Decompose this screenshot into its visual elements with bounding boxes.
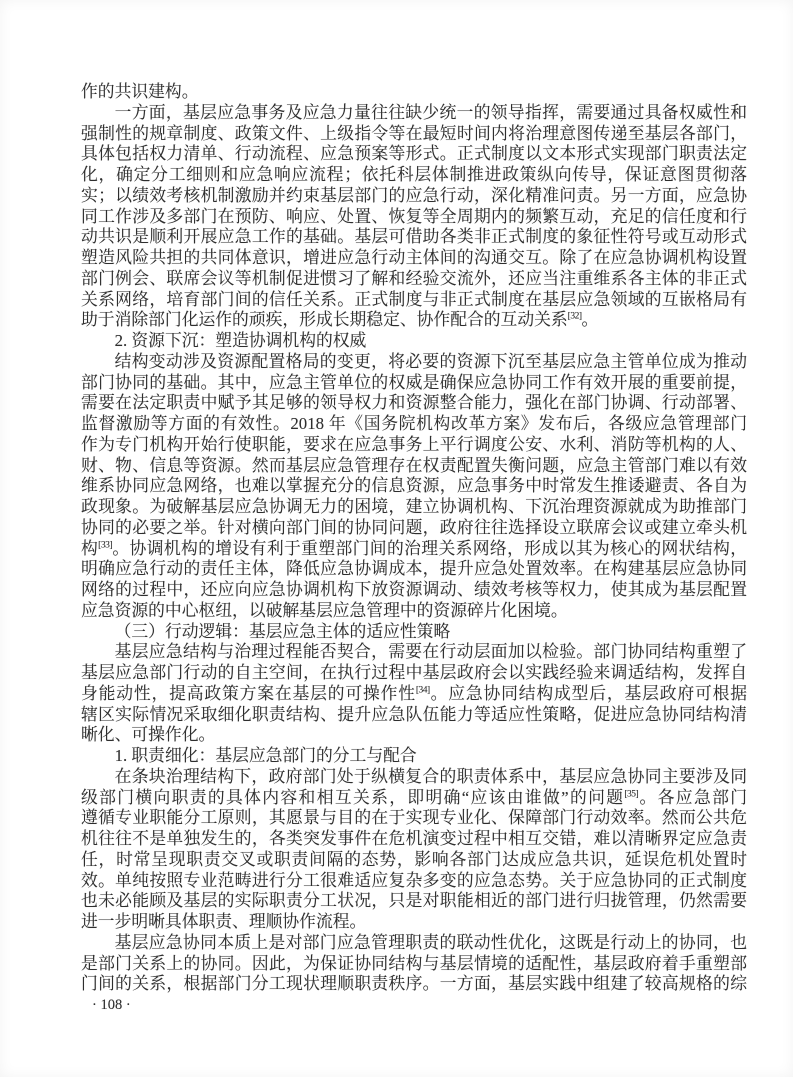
text-line: 政现象。为破解基层应急协调无力的困境，建立协调机构、下沉治理资源就成为助推部门 — [81, 497, 747, 516]
text-line: 门间的关系，根据部门分工现状理顺职责秩序。一方面，基层实践中组建了较高规格的综 — [81, 974, 747, 994]
text-line: 效。单纯按照专业范畴进行分工很难适应复杂多变的应急态势。关于应急协同的正式制度 — [81, 870, 747, 890]
citation-ref: [33] — [98, 539, 112, 550]
text-line: 身能动性，提高政策方案在基层的可操作性[34]。应急协同结构成型后，基层政府可根据 — [81, 683, 747, 703]
citation-ref: [35] — [624, 788, 639, 799]
text-line: 动共识是顺利开展应急工作的基础。基层可借助各类非正式制度的象征性符号或互动形式 — [81, 227, 747, 247]
text-line: 一方面，基层应急事务及应急力量往往缺少统一的领导指挥，需要通过具备权威性和 — [114, 102, 747, 122]
text-line: （三）行动逻辑：基层应急主体的适应性策略 — [114, 621, 451, 641]
citation-ref: [34] — [415, 685, 430, 696]
text-line: 基层应急结构与治理过程能否契合，需要在行动层面加以检验。部门协同结构重塑了 — [114, 642, 747, 662]
body-text — [81, 82, 747, 995]
text-line: 构[33]。协调机构的增设有利于重塑部门间的治理关系网络，形成以其为核心的网状结构， — [81, 538, 747, 558]
text-line: 结构变动涉及资源配置格局的变更，将必要的资源下沉至基层应急主管单位成为推动 — [114, 351, 747, 371]
text-line: 需要在法定职责中赋予其足够的领导权力和资源整合能力，强化在部门协调、行动部署、 — [81, 393, 747, 413]
text-line: 强制性的规章制度、政策文件、上级指令等在最短时间内将治理意图传递至基层各部门， — [81, 123, 747, 143]
page-number: · 108 · — [92, 997, 131, 1013]
text-line: 网络的过程中，还应向应急协调机构下放资源调动、绩效考核等权力，使其成为基层配置 — [81, 580, 747, 599]
text-line: 塑造风险共担的共同体意识，增进应急行动主体间的沟通交互。除了在应急协调机构设置 — [81, 248, 747, 267]
text-line: 监督激励等方面的有效性。2018 年《国务院机构改革方案》发布后，各级应急管理部门 — [81, 414, 747, 433]
text-line: 是部门关系上的协同。因此，为保证协同结构与基层情境的适配性，基层政府着手重塑部 — [81, 953, 747, 973]
text-line: 级部门横向职责的具体内容和相互关系，即明确“应该由谁做”的问题[35]。各应急部门 — [81, 787, 747, 807]
text-line: 实；以绩效考核机制激励并约束基层部门的应急行动，深化精准问责。另一方面，应急协 — [81, 185, 747, 205]
text-line: 2. 资源下沉：塑造协调机构的权威 — [114, 331, 367, 350]
text-line: 部门协同的基础。其中，应急主管单位的权威是确保应急协同工作有效开展的重要前提， — [81, 372, 747, 392]
text-line: 1. 职责细化：基层应急部门的分工与配合 — [114, 746, 417, 765]
text-line: 晰化、可操作化。 — [81, 725, 216, 745]
text-line: 维系协同应急网络，也难以掌握充分的信息资源，应急事务中时常发生推诿避责、各自为 — [81, 476, 747, 496]
text-line: 部门例会、联席会议等机制促进惯习了解和经验交流外，还应当注重维系各主体的非正式 — [81, 268, 747, 288]
text-line: 具体包括权力清单、行动流程、应急预案等形式。正式制度以文本形式实现部门职责法定 — [81, 144, 747, 164]
text-line: 也未必能顾及基层的实际职责分工状况，只是对职能相近的部门进行归拢管理，仍然需要 — [81, 891, 747, 911]
text-line: 化，确定分工细则和应急响应流程；依托科层体制推进政策纵向传导，保证意图贯彻落 — [81, 165, 747, 184]
text-line: 基层应急部门行动的自主空间，在执行过程中基层政府会以实践经验来调适结构，发挥自 — [81, 663, 747, 682]
text-line: 财、物、信息等资源。然而基层应急管理存在权责配置失衡问题，应急主管部门难以有效 — [81, 455, 747, 475]
text-line: 基层应急协同本质上是对部门应急管理职责的联动性优化，这既是行动上的协同，也 — [114, 932, 747, 952]
text-line: 在条块治理结构下，政府部门处于纵横复合的职责体系中，基层应急协同主要涉及同 — [114, 766, 747, 786]
text-line: 机往往不是单独发生的，各类突发事件在危机演变过程中相互交错，难以清晰界定应急责 — [81, 829, 747, 848]
text-line: 辖区实际情况采取细化职责结构、提升应急队伍能力等适应性策略，促进应急协同结构清 — [81, 704, 747, 724]
text-line: 助于消除部门化运作的顽疾，形成长期稳定、协作配合的互动关系[32]。 — [81, 310, 599, 330]
text-line: 协同的必要之举。针对横向部门间的协同问题，政府往往选择设立联席会议或建立牵头机 — [81, 517, 747, 537]
text-line: 进一步明晰具体职责、理顺协作流程。 — [81, 912, 367, 931]
text-line: 作为专门机构开始行使职能，要求在应急事务上平行调度公安、水利、消防等机构的人、 — [81, 434, 747, 454]
text-line: 作的共识建构。 — [81, 82, 199, 101]
text-line: 遵循专业职能分工原则，其愿景与目的在于实现专业化、保障部门行动效率。然而公共危 — [81, 808, 747, 828]
text-line: 任，时常呈现职责交叉或职责间隔的态势，影响各部门达成应急共识，延误危机处置时 — [81, 849, 747, 869]
text-line: 同工作涉及多部门在预防、响应、处置、恢复等全周期内的频繁互动，充足的信任度和行 — [81, 206, 747, 226]
text-line: 应急资源的中心枢纽，以破解基层应急管理中的资源碎片化困境。 — [81, 600, 568, 620]
text-line: 明确应急行动的责任主体，降低应急协调成本，提升应急处置效率。在构建基层应急协同 — [81, 559, 747, 579]
citation-ref: [32] — [567, 311, 582, 322]
text-line: 关系网络，培育部门间的信任关系。正式制度与非正式制度在基层应急领域的互嵌格局有 — [81, 289, 747, 309]
